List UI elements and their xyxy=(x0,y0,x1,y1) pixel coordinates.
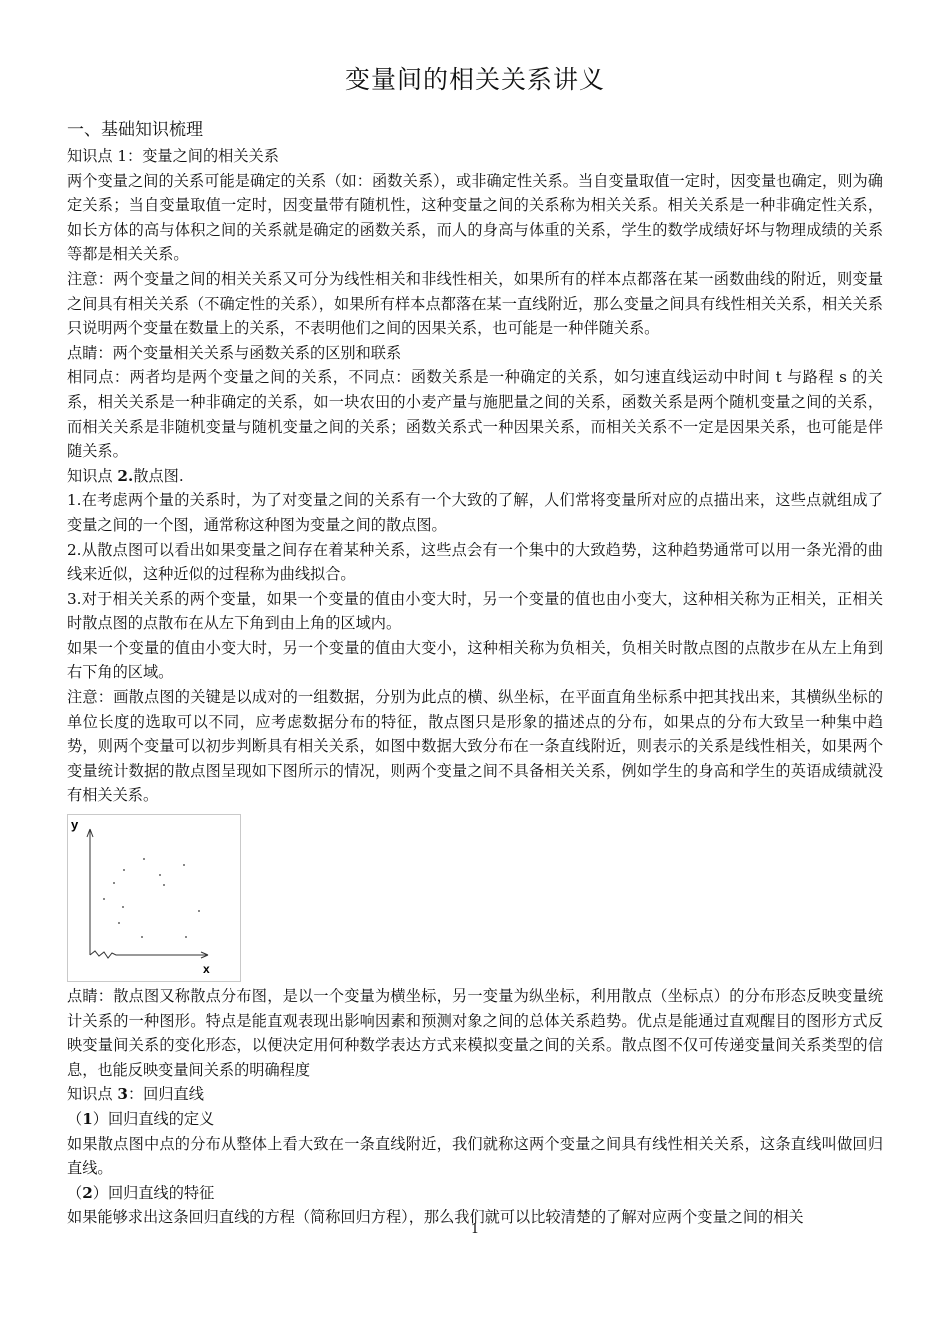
scatter-point xyxy=(113,882,115,884)
kp2-item-3: 3.对于相关关系的两个变量，如果一个变量的值由小变大时，另一个变量的值也由小变大，这种相关称为正相关，正相关时散点图的点散布在从左下角到由上角的区域内。 xyxy=(67,589,883,633)
scatter-point xyxy=(143,858,145,860)
kp2-item-2: 2.从散点图可以看出如果变量之间存在着某种关系，这些点会有一个集中的大致趋势，这种趋势通常可以用一条光滑的曲线来近似，这种近似的过程称为曲线拟合。 xyxy=(67,540,883,584)
scatter-point xyxy=(159,874,161,876)
scatter-plot xyxy=(68,815,240,981)
scatter-point xyxy=(183,864,185,866)
kp1-paragraph: 两个变量之间的关系可能是确定的关系（如：函数关系），或非确定性关系。当自变量取值一定时，因变量也确定，则为确定关系；当自变量取值一定时，因变量带有随机性，这种变量之间的关系称为相关关系。相关关系是一种非确定性关系，如长方体的高与体积之间的关系就是确定的函数关系，而人的身高与体重的关系，学生的数学成绩好坏与物理成绩的关系等都是相关关系。 xyxy=(67,171,883,264)
scatter-point xyxy=(198,910,200,912)
document-body xyxy=(67,116,883,1230)
x-axis xyxy=(90,951,208,958)
kp2-item-1: 1.在考虑两个量的关系时，为了对变量之间的关系有一个大致的了解，人们常将变量所对应的点描出来，这些点就组成了变量之间的一个图，通常称这种图为变量之间的散点图。 xyxy=(67,491,883,534)
kp3-sub2: （2）回归直线的特征 xyxy=(67,1183,215,1202)
scatter-point xyxy=(185,936,187,938)
scatter-point xyxy=(103,898,105,900)
scatter-points xyxy=(103,858,200,938)
scatter-figure xyxy=(67,814,241,982)
scatter-point xyxy=(141,936,143,938)
scatter-point xyxy=(123,869,125,871)
kp1-heading: 知识点 1：变量之间的相关关系 xyxy=(67,147,279,165)
kp2-heading: 知识点 2.散点图. xyxy=(67,466,184,485)
kp1-dianjing: 点睛：两个变量相关关系与函数关系的区别和联系 xyxy=(67,343,402,362)
page-number: 1 xyxy=(470,1222,480,1237)
scatter-point xyxy=(122,906,124,908)
section-heading: 一、基础知识梳理 xyxy=(67,120,203,140)
scatter-point xyxy=(163,884,165,886)
kp1-compare: 相同点：两者均是两个变量之间的关系，不同点：函数关系是一种确定的关系，如匀速直线运动中时间 t 与路程 s 的关系，相关关系是一种非确定的关系，如一块农田的小麦产量与施肥量之间的关系，函数关系是两个随机变量之间的关系，而相关关系是非随机变量与随机变量之间的关系；函数关系式一种因果关系，而相关关系不一定是因果关系，也可能是伴随关系。 xyxy=(67,368,883,461)
kp2-note: 注意：画散点图的关键是以成对的一组数据，分别为此点的横、纵坐标，在平面直角坐标系中把其找出来，其横纵坐标的单位长度的选取可以不同，应考虑数据分布的特征，散点图只是形象的描述点的分布，如果点的分布大致呈一种集中趋势，则两个变量可以初步判断具有相关关系，如图中数据大致分布在一条直线附近，则表示的关系是线性相关，如果两个变量统计数据的散点图呈现如下图所示的情况，则两个变量之间不具备相关关系，例如学生的身高和学生的英语成绩就没有相关关系。 xyxy=(67,688,883,805)
kp3-sub1: （1）回归直线的定义 xyxy=(67,1110,215,1128)
kp2-dianjing: 点睛：散点图又称散点分布图，是以一个变量为横坐标，另一变量为纵坐标，利用散点（坐标点）的分布形态反映变量统计关系的一种图形。特点是能直观表现出影响因素和预测对象之间的总体关系趋势。优点是能通过直观醒目的图形方式反映变量间关系的变化形态，以便决定用何种数学表达方式来模拟变量之间的关系。散点图不仅可传递变量间关系类型的信息，也能反映变量间关系的明确程度 xyxy=(67,987,883,1079)
y-axis-label: y xyxy=(71,817,79,833)
kp2-negative: 如果一个变量的值由小变大时，另一个变量的值由大变小，这种相关称为负相关，负相关时散点图的点散步在从左上角到右下角的区域。 xyxy=(67,638,883,682)
x-axis-label: x xyxy=(203,962,210,977)
kp1-note: 注意：两个变量之间的相关关系又可分为线性相关和非线性相关，如果所有的样本点都落在某一函数曲线的附近，则变量之间具有相关关系（不确定性的关系），如果所有样本点都落在某一直线附近，那么变量之间具有线性相关关系，相关关系只说明两个变量在数量上的关系，不表明他们之间的因果关系，也可能是一种伴随关系。 xyxy=(67,269,883,338)
kp3-feature: 如果能够求出这条回归直线的方程（简称回归方程），那么我们就可以比较清楚的了解对应两个变量之间的相关 xyxy=(67,1208,804,1227)
page-title: 变量间的相关关系讲义 xyxy=(344,65,605,94)
kp3-definition: 如果散点图中点的分布从整体上看大致在一条直线附近，我们就称这两个变量之间具有线性相关关系，这条直线叫做回归直线。 xyxy=(67,1134,883,1178)
scatter-point xyxy=(118,922,120,924)
kp3-heading: 知识点 3：回归直线 xyxy=(67,1085,204,1104)
